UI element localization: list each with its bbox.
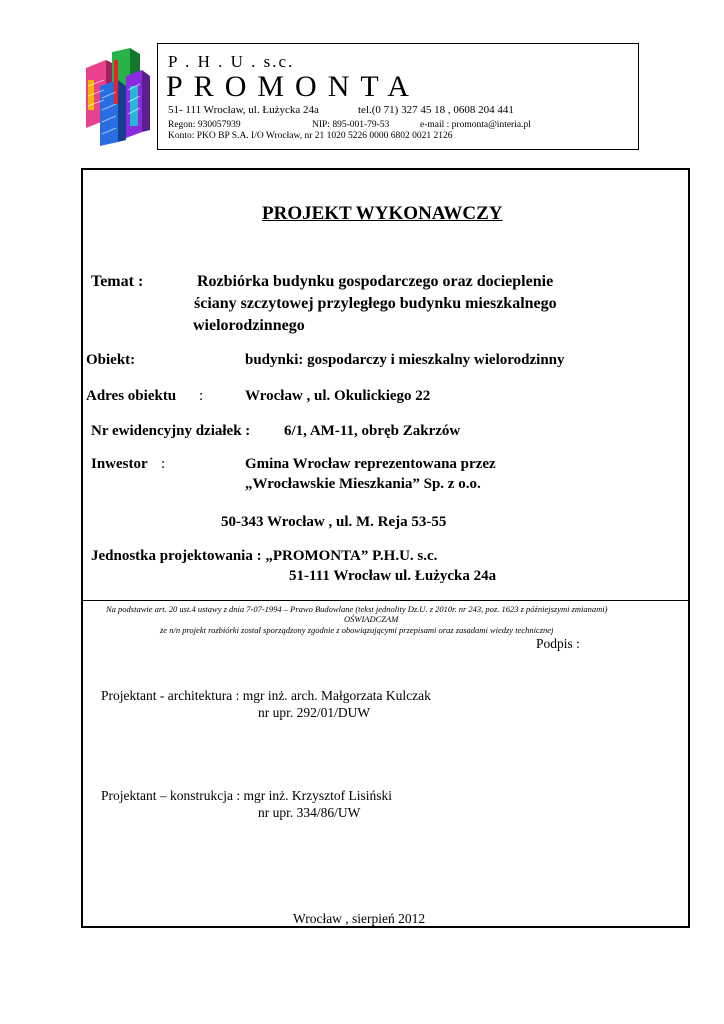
podpis-label: Podpis :: [536, 636, 580, 651]
company-name: PROMONTA: [166, 70, 420, 103]
inwestor-colon: :: [161, 456, 166, 472]
designer-construction-license: nr upr. 334/86/UW: [258, 805, 361, 820]
company-address: 51- 111 Wrocław, ul. Łużycka 24a: [168, 104, 319, 116]
company-nip: NIP: 895-001-79-53: [312, 120, 390, 130]
temat-line-3: wielorodzinnego: [193, 317, 305, 334]
adres-label: Adres obiektu: [86, 388, 177, 404]
jednostka-line-2: 51-111 Wrocław ul. Łużycka 24a: [289, 568, 497, 584]
designer-architecture: Projektant - architektura : mgr inż. arch. Małgorzata Kulczak: [101, 688, 431, 703]
company-phone: tel.(0 71) 327 45 18 , 0608 204 441: [358, 104, 514, 116]
inwestor-address: 50-343 Wrocław , ul. M. Reja 53-55: [221, 514, 447, 530]
buildings-logo-icon: [82, 46, 154, 150]
designer-architecture-license: nr upr. 292/01/DUW: [258, 705, 371, 720]
company-type: P . H . U . s.c.: [168, 52, 295, 71]
inwestor-line-1: Gmina Wrocław reprezentowana przez: [245, 456, 496, 472]
inwestor-line-2: „Wrocławskie Mieszkania” Sp. z o.o.: [245, 476, 481, 492]
document-title: PROJEKT WYKONAWCZY: [262, 203, 503, 224]
oswiadczam-text: OŚWIADCZAM: [344, 614, 399, 624]
inwestor-label: Inwestor: [91, 456, 148, 472]
company-bank-account: Konto: PKO BP S.A. I/O Wrocław, nr 21 1020 5226 0000 6802 0021 2126: [168, 131, 453, 141]
section-divider: [81, 600, 690, 601]
adres-colon: :: [199, 388, 204, 404]
obiekt-value: budynki: gospodarczy i mieszkalny wielorodzinny: [245, 352, 565, 368]
designer-construction: Projektant – konstrukcja : mgr inż. Krzysztof Lisiński: [101, 788, 392, 803]
company-regon: Regon: 930057939: [168, 120, 241, 130]
jednostka-line-1: Jednostka projektowania : „PROMONTA” P.H.U. s.c.: [91, 548, 438, 564]
adres-value: Wrocław , ul. Okulickiego 22: [245, 388, 431, 404]
declaration-text: że n/n projekt rozbiórki został sporządzony zgodnie z obowiązującymi przepisami oraz zasadami wiedzy technicznej: [160, 625, 554, 635]
nr-ewidencyjny-label: Nr ewidencyjny działek :: [91, 423, 251, 439]
temat-line-1: Rozbiórka budynku gospodarczego oraz docieplenie: [197, 273, 554, 290]
temat-label: Temat :: [91, 273, 144, 290]
obiekt-label: Obiekt:: [86, 352, 136, 368]
legal-basis-text: Na podstawie art. 20 ust.4 ustawy z dnia 7-07-1994 – Prawo Budowlane (tekst jednolity Dz.U. z 2010r. nr 243, poz. 1623 z późniejszymi zmianami): [106, 604, 608, 614]
nr-ewidencyjny-value: 6/1, AM-11, obręb Zakrzów: [284, 423, 461, 439]
company-logo: [82, 46, 154, 150]
place-and-date: Wrocław , sierpień 2012: [293, 911, 426, 926]
company-email: e-mail : promonta@interia.pl: [420, 120, 531, 130]
temat-line-2: ściany szczytowej przyległego budynku mieszkalnego: [194, 295, 557, 312]
